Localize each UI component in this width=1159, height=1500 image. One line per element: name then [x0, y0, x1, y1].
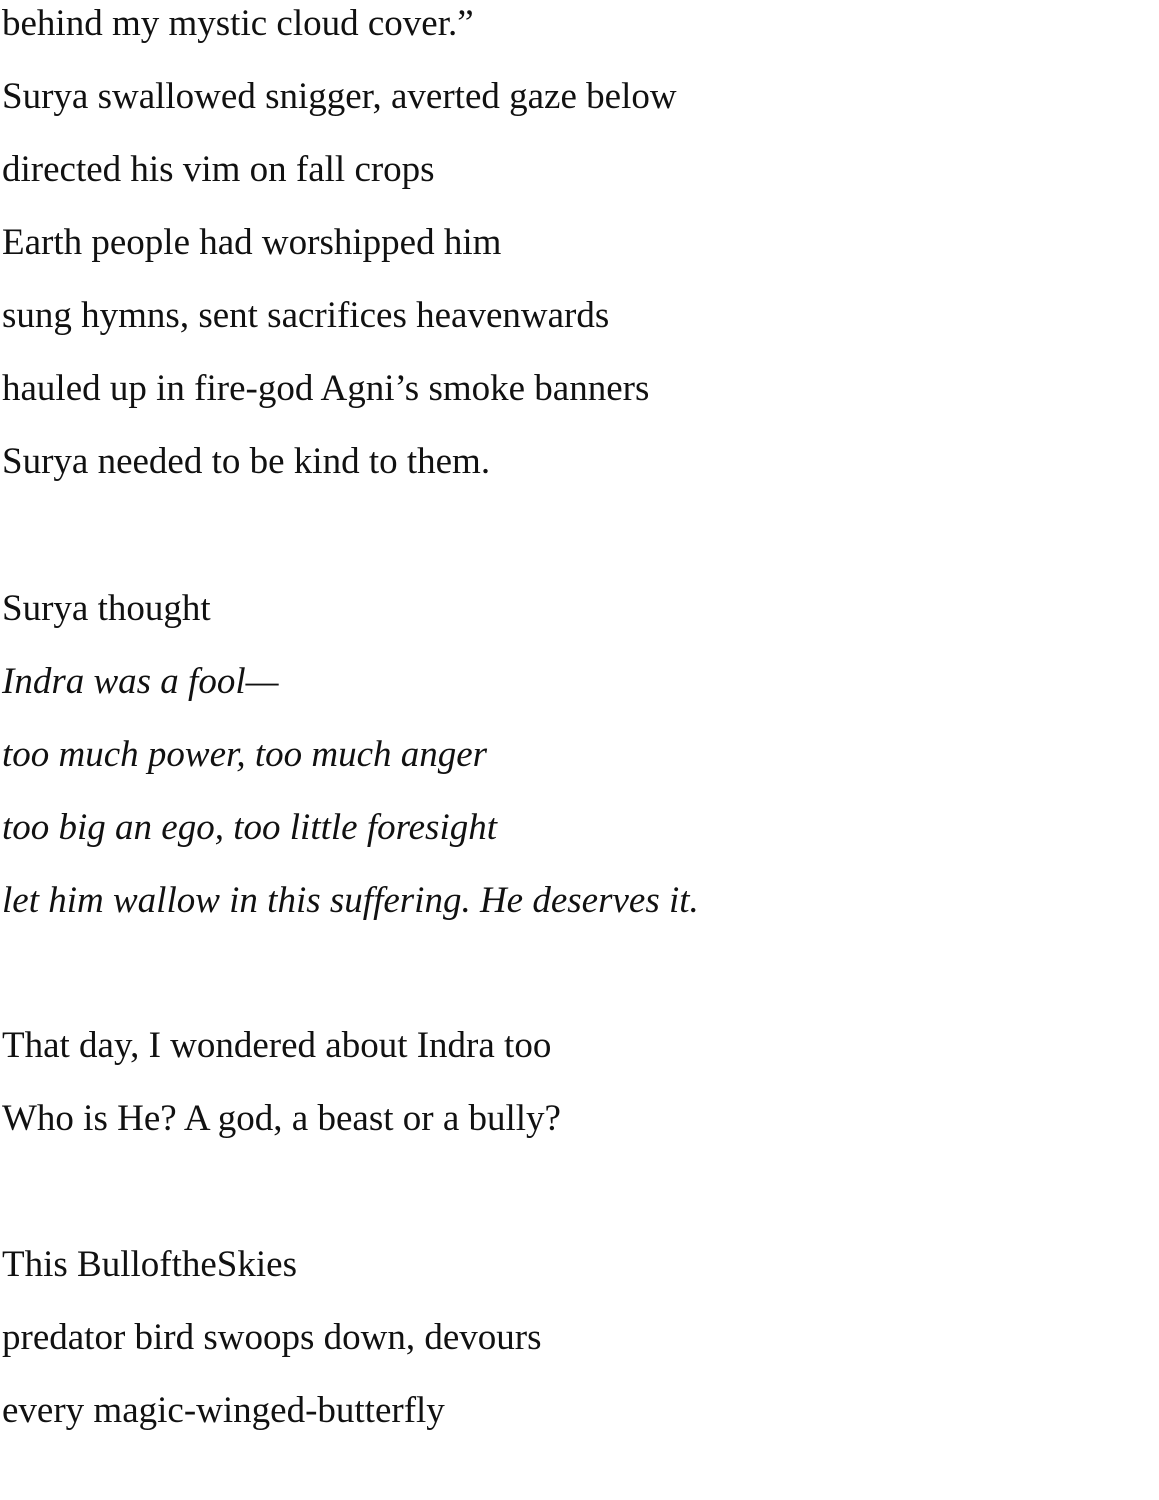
- poem-line: every magic-winged-butterfly: [2, 1390, 445, 1431]
- poem-line-italic: too much power, too much anger: [2, 734, 488, 775]
- poem-line: Earth people had worshipped him: [2, 222, 502, 263]
- poem-line: This BulloftheSkies: [2, 1244, 297, 1285]
- poem-line: directed his vim on fall crops: [2, 149, 435, 190]
- poem-line: Surya thought: [2, 588, 211, 629]
- poem-line: predator bird swoops down, devours: [2, 1317, 542, 1358]
- poem-line: hauled up in fire-god Agni’s smoke banners: [2, 368, 650, 409]
- poem-line: sung hymns, sent sacrifices heavenwards: [2, 295, 610, 336]
- poem-line-italic: Indra was a fool—: [2, 661, 279, 702]
- poem-line: Surya swallowed snigger, averted gaze below: [2, 76, 677, 117]
- poem-line: That day, I wondered about Indra too: [2, 1025, 552, 1066]
- poem-line: Who is He? A god, a beast or a bully?: [2, 1098, 561, 1139]
- poem-line: Surya needed to be kind to them.: [2, 441, 491, 482]
- poem-line-italic: too big an ego, too little foresight: [2, 807, 498, 848]
- poem-line: behind my mystic cloud cover.”: [2, 3, 474, 44]
- poem-line-italic: let him wallow in this suffering. He deserves it.: [2, 880, 699, 921]
